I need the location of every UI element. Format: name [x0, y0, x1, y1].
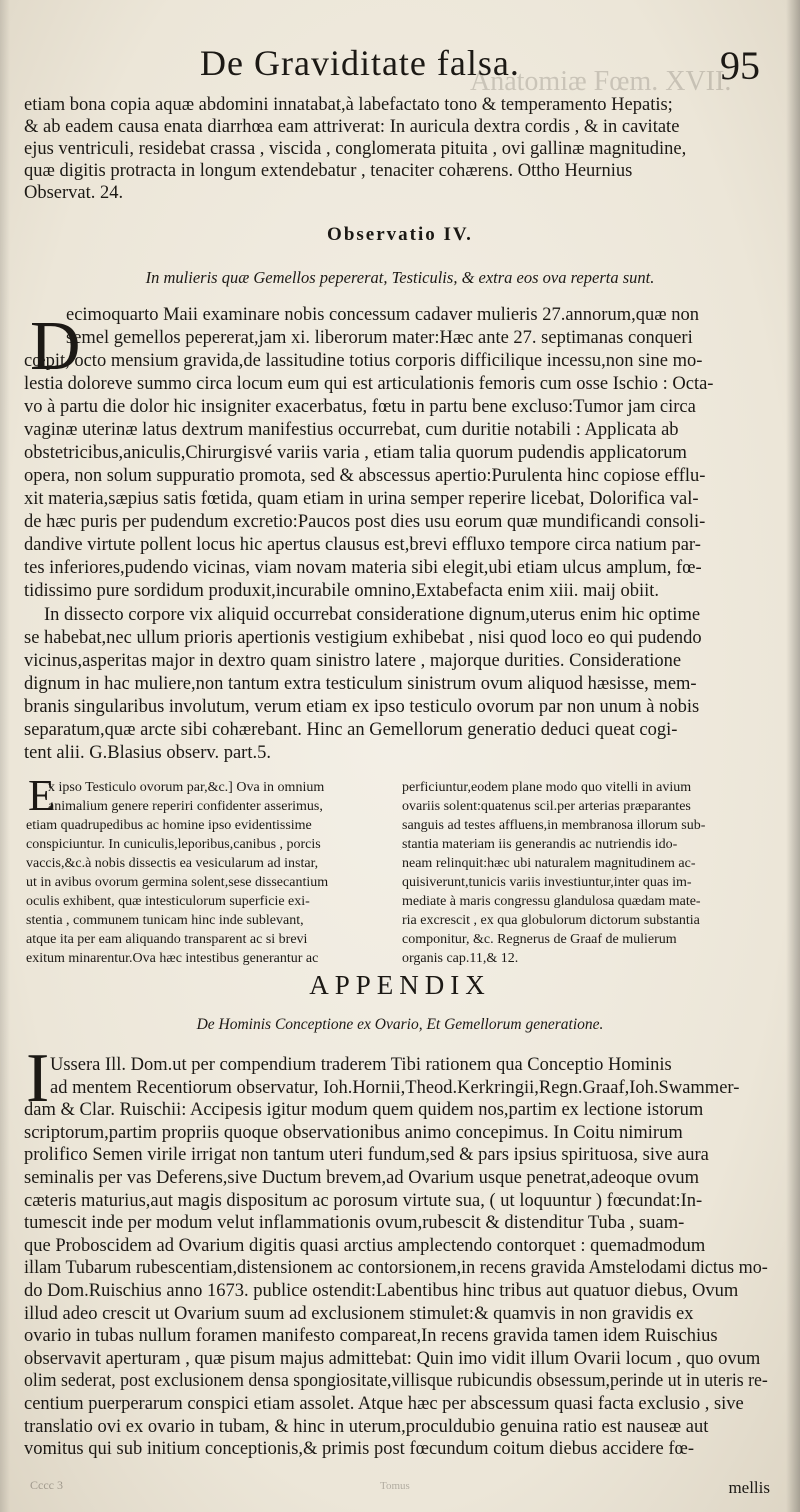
observatio-p2-line: In dissecto corpore vix aliquid occurrebat consideratione dignum,uterus enim hic optime [44, 605, 701, 625]
observatio-p2-line: tent alii. G.Blasius observ. part.5. [24, 743, 271, 763]
appendix-line: prolifico Semen virile irrigat non tantum uteri fundum,sed & pars ipsius spirituosa, sive aura [24, 1145, 709, 1166]
annotation-left-line: exitum minarentur.Ova hæc intestibus generantur ac [26, 951, 319, 966]
annotation-left-line: animalium genere reperiri confidenter asserimus, [48, 799, 323, 814]
observatio-p1-line: ecimoquarto Maii examinare nobis concessum cadaver mulieris 27.annorum,quæ non [66, 305, 699, 325]
appendix-line: cæteris maturius,aut magis dispositum ac porosum virtute sua, ( ut loquuntur ) fœcundat:In- [24, 1190, 703, 1211]
observatio-title: Observatio IV. [327, 224, 473, 245]
page-number: 95 [720, 43, 760, 88]
annotation-left-line: x ipso Testiculo ovorum par,&c.] Ova in omnium [48, 780, 325, 795]
top-paragraph-line: Observat. 24. [24, 183, 124, 203]
bleed-through-text: Anatomiæ Fœm. XVII. [470, 66, 732, 97]
note-drop-cap: E [28, 771, 55, 820]
annotation-left-line: oculis exhibent, quæ intesticulorum superficie exi- [26, 894, 310, 909]
appendix-line: illam Tubarum rubescentiam,distensionem ac contorsionem,in recens gravida Amstelodami dictus mo- [24, 1258, 768, 1279]
running-head: De Graviditate falsa. [200, 43, 520, 83]
annotation-left-line: etiam quadrupedibus ac homine ipso evidentissime [26, 818, 312, 833]
appendix-line: translatio ovi ex ovario in tubam, & hinc in uterum,proculdubio genuina ratio est nauseæ aut [24, 1416, 709, 1437]
appendix-line: ad mentem Recentiorum observatur, Ioh.Hornii,Theod.Kerkringii,Regn.Graaf,Ioh.Swammer- [50, 1077, 740, 1098]
annotation-right-line: mediate à maris congressu glandulosa quædam mate- [402, 894, 701, 909]
appendix-title: APPENDIX [309, 970, 491, 1000]
appendix-line: do Dom.Ruischius anno 1673. publice ostendit:Labentibus hinc tribus aut quatuor diebus, Ovum [24, 1281, 739, 1301]
top-paragraph-line: quæ digitis protracta in longum extendebatur , tenaciter cohærens. Ottho Heurnius [24, 161, 633, 181]
appendix-line: que Proboscidem ad Ovarium digitis quasi arctius amplectendo contorquet : quemadmodum [24, 1235, 706, 1256]
annotation-right-line: organis cap.11,& 12. [402, 951, 519, 966]
annotation-right-line: quisiverunt,tunicis variis investiuntur,inter quas im- [402, 875, 692, 890]
appendix-line: olim sederat, post exclusionem densa spongiositate,villisque rubicundis obsessum,perinde ut in uteris re- [24, 1371, 768, 1392]
top-paragraph-line: ejus ventriculi, residebat crassa , viscida , conglomerata pituita , ovi gallinæ magnitudine, [24, 139, 687, 159]
annotation-left-line: ut in avibus ovorum germina solent,sese dissecantium [26, 875, 329, 890]
observatio-p2-line: vicinus,asperitas major in dextro quam sinistro latere , majorque durities. Consideratione [24, 651, 682, 671]
appendix-line: tumescit inde per modum velut inflammationis ovum,rubescit & distenditur Tuba , suam- [24, 1213, 685, 1234]
annotation-right-line: ovariis solent:quatenus scil.per arterias præparantes [402, 799, 691, 814]
observatio-p1-line: vaginæ uterinæ latus dextrum manifestius occurrebat, cum duritie notabili : Applicata ab [24, 420, 679, 440]
observatio-p2-line: branis singularibus involutum, verum etiam ex ipso testiculo ovorum par non unum à nobis [24, 697, 700, 717]
observatio-p1-line: lestia doloreve summo circa locum eum qui est articulationis femoris cum osse Ischio : Octa- [24, 374, 714, 394]
observatio-p1-line: obstetricibus,aniculis,Chirurgisvé variis varia , etiam talia quorum pudendis applicatorum [24, 443, 687, 463]
annotation-right-line: perficiuntur,eodem plane modo quo vitelli in avium [402, 780, 692, 795]
appendix-drop-cap: I [26, 1040, 50, 1117]
appendix-line: Ussera Ill. Dom.ut per compendium traderem Tibi rationem qua Conceptio Hominis [50, 1055, 672, 1075]
observatio-p1-line: xit materia,sæpius satis fœtida, quam etiam in urina semper reperire licebat, Dolorifica val- [24, 489, 699, 509]
observatio-p1-line: vo à partu die dolor hic insigniter exacerbatus, fœtu in partu bene excluso:Tumor jam circa [24, 397, 696, 417]
annotation-left-line: vaccis,&c.à nobis dissectis ea vesicularum ad instar, [26, 856, 319, 871]
annotation-left-line: conspiciuntur. In cuniculis,leporibus,canibus , porcis [26, 837, 321, 852]
observatio-p1-line: semel gemellos pepererat,jam xi. liberorum mater:Hæc ante 27. septimanas conqueri [66, 328, 693, 348]
appendix-line: centium puerperarum conspici etiam assolet. Atque hæc per abscessum quasi facta exclusio , sive [24, 1394, 744, 1414]
observatio-p1-line: tidissimo pure sordidum produxit,incurabile omnino,Extabefacta enim xiii. maij obiit. [24, 581, 660, 601]
annotation-right-line: stantia materiam iis generandis ac nutriendis ido- [402, 837, 678, 852]
appendix-line: seminalis per vas Deferens,sive Ductum brevem,ad Ovarium usque penetrat,adeoque ovum [24, 1168, 700, 1188]
annotation-right-line: componitur, &c. Regnerus de Graaf de mulierum [402, 932, 677, 947]
observatio-p1-line: tes inferiores,pudendo vicinas, viam novam materia sibi elegit,ubi etiam ulcus amplum, fœ- [24, 558, 702, 578]
observatio-p1-line: cœpit, octo mensium gravida,de lassitudine totius corporis difficilique incessu,non sine mo- [24, 351, 703, 371]
appendix-line: scriptorum,partim propriis quoque observationibus animo concepimus. In Coitu nimirum [24, 1122, 683, 1143]
appendix-line: ovario in tubas nullum foramen manifesto compareat,In recens gravida tamen idem Ruischius [24, 1326, 718, 1347]
appendix-line: observavit aperturam , quæ pisum majus admittebat: Quin imo vidit illum Ovarii locum , quo ovum [24, 1348, 761, 1369]
observatio-p2-line: se habebat,nec ullum prioris apertionis vestigium exhibebat , nisi quod loco eo qui pudendo [24, 628, 702, 648]
catchword: mellis [728, 1478, 770, 1497]
observatio-p1-line: dandive virtute pollent locus hic apertus clausus est,brevi effluxo tempore circa natium par- [24, 535, 701, 555]
observatio-p1-line: opera, non solum suppuratio promota, sed & abscessus apertio:Purulenta hinc copiose efflu- [24, 466, 706, 486]
annotation-right-line: ria excrescit , ex qua globulorum dictorum substantia [402, 913, 700, 928]
appendix-line: vomitus qui sub initium conceptionis,& primis post fœcundum coitum diebus accidere fœ- [24, 1439, 695, 1460]
gutter-mark: Tomus [380, 1480, 410, 1492]
annotation-right-line: sanguis ad testes affluens,in membranosa illorum sub- [402, 818, 706, 833]
top-paragraph-line: etiam bona copia aquæ abdomini innatabat,à labefactato tono & temperamento Hepatis; [24, 95, 673, 115]
annotation-left-line: stentia , communem tunicam hinc inde sublevant, [26, 913, 304, 928]
appendix-subtitle: De Hominis Conceptione ex Ovario, Et Gemellorum generatione. [196, 1016, 604, 1033]
observatio-p2-line: separatum,quæ arcte sibi cohærebant. Hinc an Gemellorum generatio deduci queat cogi- [24, 720, 678, 740]
annotation-right-line: neam relinquit:hæc ubi naturalem magnitudinem ac- [402, 856, 696, 871]
appendix-line: dam & Clar. Ruischii: Accipesis igitur modum quem quidem nos,partim ex lectione istorum [24, 1100, 704, 1121]
annotation-left-line: atque ita per eam aliquando transparent ac si brevi [26, 932, 308, 947]
signature-mark: Cccc 3 [30, 1478, 63, 1492]
observatio-p2-line: dignum in hac muliere,non tantum extra testiculum sinistrum ovum aliquod hæsisse, mem- [24, 674, 697, 694]
observatio-p1-line: de hæc puris per pudendum excretio:Paucos post dies usu eorum quæ mundificandi consoli- [24, 512, 706, 532]
observatio-drop-cap: D [30, 308, 81, 385]
observatio-subtitle: In mulieris quæ Gemellos pepererat, Testiculis, & extra eos ova reperta sunt. [145, 268, 655, 287]
appendix-line: illud adeo crescit ut Ovarium suum ad exclusionem stimulet:& quamvis in non gravidis ex [24, 1303, 694, 1324]
top-paragraph-line: & ab eadem causa enata diarrhœa eam attriverat: In auricula dextra cordis , & in cavitate [24, 117, 680, 137]
